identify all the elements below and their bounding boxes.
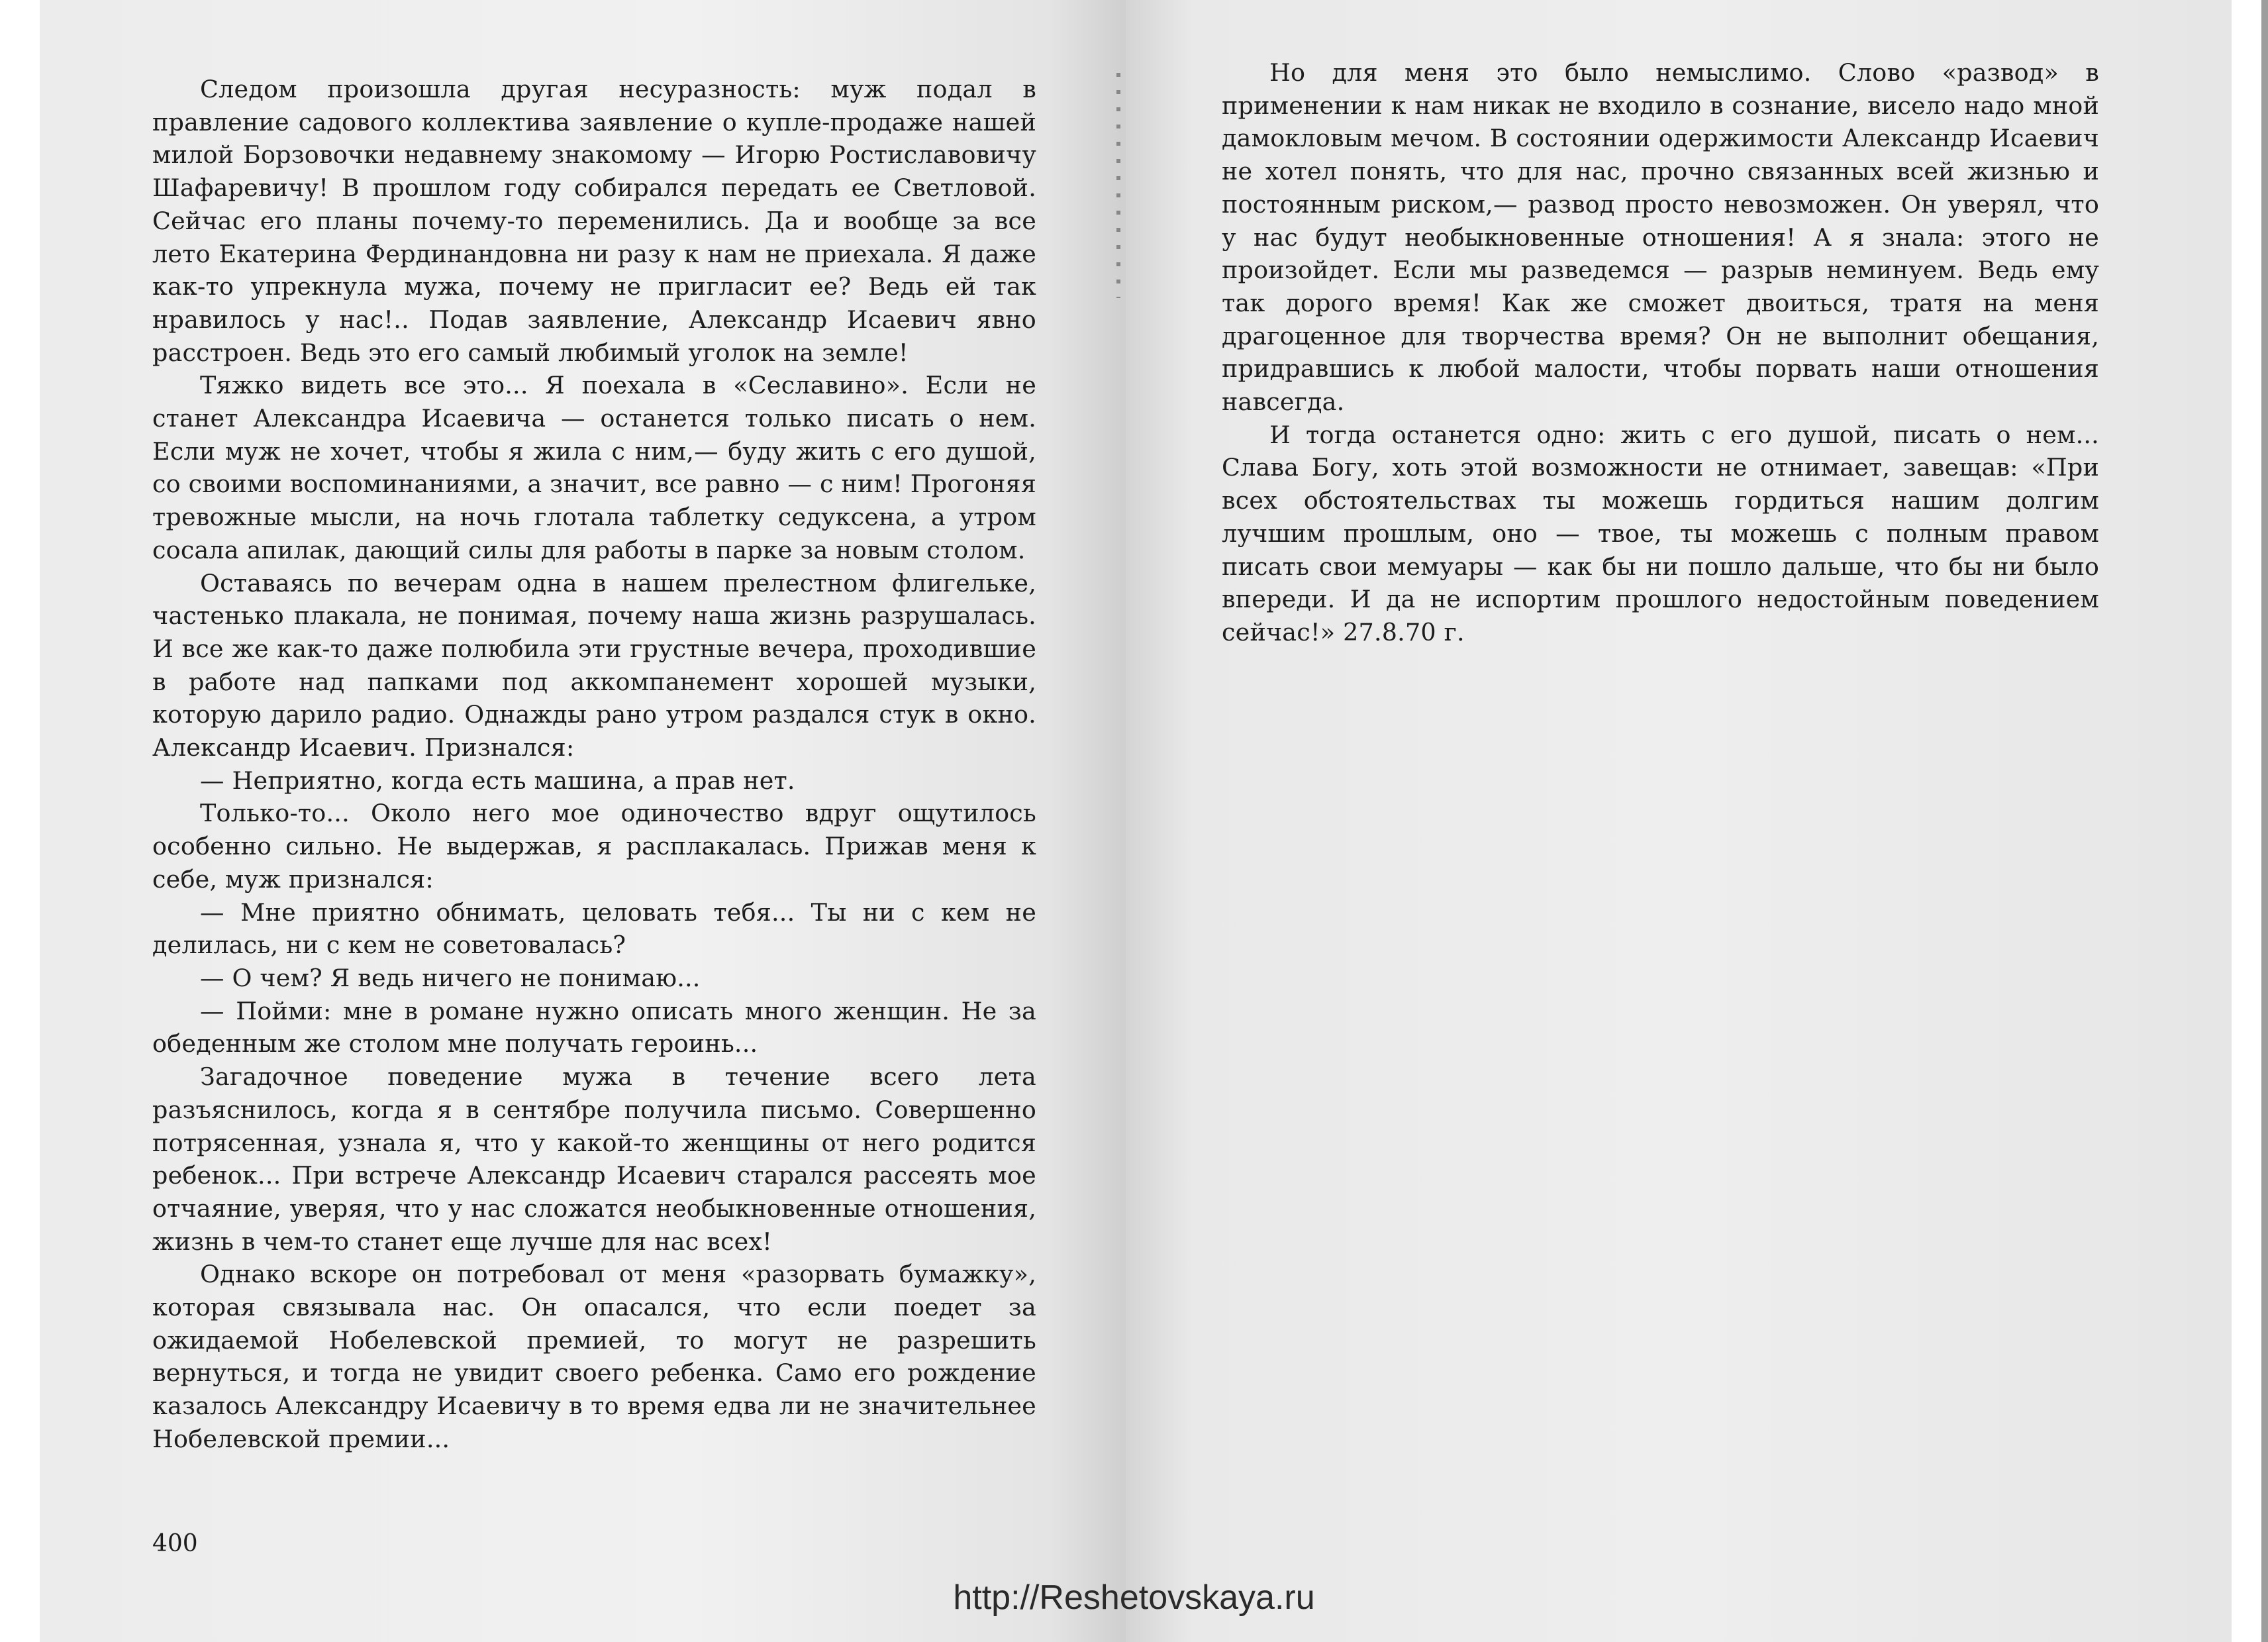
binding-marks [1116, 73, 1120, 298]
dialogue-line: — Неприятно, когда есть машина, а прав нет. [200, 766, 795, 795]
dialogue-line: — Пойми: мне в романе нужно описать много женщин. Не за обеденным же столом мне получать героинь... [152, 996, 1036, 1058]
paragraph: И тогда останется одно: жить с его душой, писать о нем... Слава Богу, хоть этой возможности не отнимает, завещав: «При всех обстоятельствах ты можешь гордиться нашим долгим лучшим прошлым, оно — твое, ты можешь с полным правом писать свои мемуары — как бы ни пошло дальше, что бы ни было впереди. И да не испортим прошлого недостойным поведением сейчас!» 27.8.70 г. [1222, 420, 2099, 646]
page-number: 400 [152, 1530, 198, 1557]
dialogue-line: — Мне приятно обнимать, целовать тебя... Ты ни с кем не делилась, ни с кем не советовалась? [152, 898, 1036, 960]
source-url[interactable]: http://Reshetovskaya.ru [953, 1578, 1315, 1617]
paragraph: Оставаясь по вечерам одна в нашем прелестном флигельке, частенько плакала, не понимая, почему наша жизнь разрушалась. И все же как-то даже полюбила эти грустные вечера, проходившие в работе над папками под аккомпанемент хорошей музыки, которую дарило радио. Однажды рано утром раздался стук в окно. Александр Исаевич. Признался: [152, 568, 1036, 762]
paragraph: Только-то... Около него мое одиночество вдруг ощутилось особенно сильно. Не выдержав, я расплакалась. Прижав меня к себе, муж признался: [152, 799, 1036, 894]
dialogue-line: — О чем? Я ведь ничего не понимаю... [200, 963, 701, 992]
paragraph: Загадочное поведение мужа в течение всего лета разъяснилось, когда я в сентябре получила письмо. Совершенно потрясенная, узнала я, что у какой-то женщины от него родится ребенок... При встрече Александр Исаевич старался рассеять мое отчаяние, уверяя, что у нас сложатся необыкновенные отношения, жизнь в чем-то станет еще лучше для нас всех! [152, 1062, 1036, 1256]
paragraph: Следом произошла другая несуразность: муж подал в правление садового коллектива заявление о купле-продаже нашей милой Борзовочки недавнему знакомому — Игорю Ростиславовичу Шафаревичу! В прошлом году собирался передать ее Светловой. Сейчас его планы почему-то переменились. Да и вообще за все лето Екатерина Фердинандовна ни разу к нам не приехала. Я даже как-то упрекнула мужа, почему не пригласит ее? Ведь ей так нравилось у нас!.. Подав заявление, Александр Исаевич явно расстроен. Ведь это его самый любимый уголок на земле! [152, 75, 1036, 367]
left-page-text [152, 73, 1036, 1456]
right-page-text [1222, 56, 2099, 649]
page-edge-shadow [2261, 0, 2268, 1642]
paragraph: Но для меня это было немыслимо. Слово «развод» в применении к нам никак не входило в сознание, висело надо мной дамокловым мечом. В состоянии одержимости Александр Исаевич не хотел понять, что для нас, прочно связанных всей жизнью и постоянным риском,— развод просто невозможен. Он уверял, что у нас будут необыкновенные отношения! А я знала: этого не произойдет. Если мы разведемся — разрыв неминуем. Ведь ему так дорого время! Как же сможет двоиться, тратя на меня драгоценное для творчества время? Он не выполнит обещания, придравшись к любой малости, чтобы порвать наши отношения навсегда. [1222, 58, 2099, 417]
paragraph: Тяжко видеть все это... Я поехала в «Сеславино». Если не станет Александра Исаевича — останется только писать о нем. Если муж не хочет, чтобы я жила с ним,— буду жить с его душой, со своими воспоминаниями, а значит, все равно — с ним! Прогоняя тревожные мысли, на ночь глотала таблетку седуксена, а утром сосала апилак, дающий силы для работы в парке за новым столом. [152, 371, 1037, 564]
paragraph: Однако вскоре он потребовал от меня «разорвать бумажку», которая связывала нас. Он опасался, что если поедет за ожидаемой Нобелевской премией, то могут не разрешить вернуться, и тогда не увидит своего ребенка. Само его рождение казалось Александру Исаевичу в то время едва ли не значительнее Нобелевской премии... [152, 1260, 1036, 1453]
